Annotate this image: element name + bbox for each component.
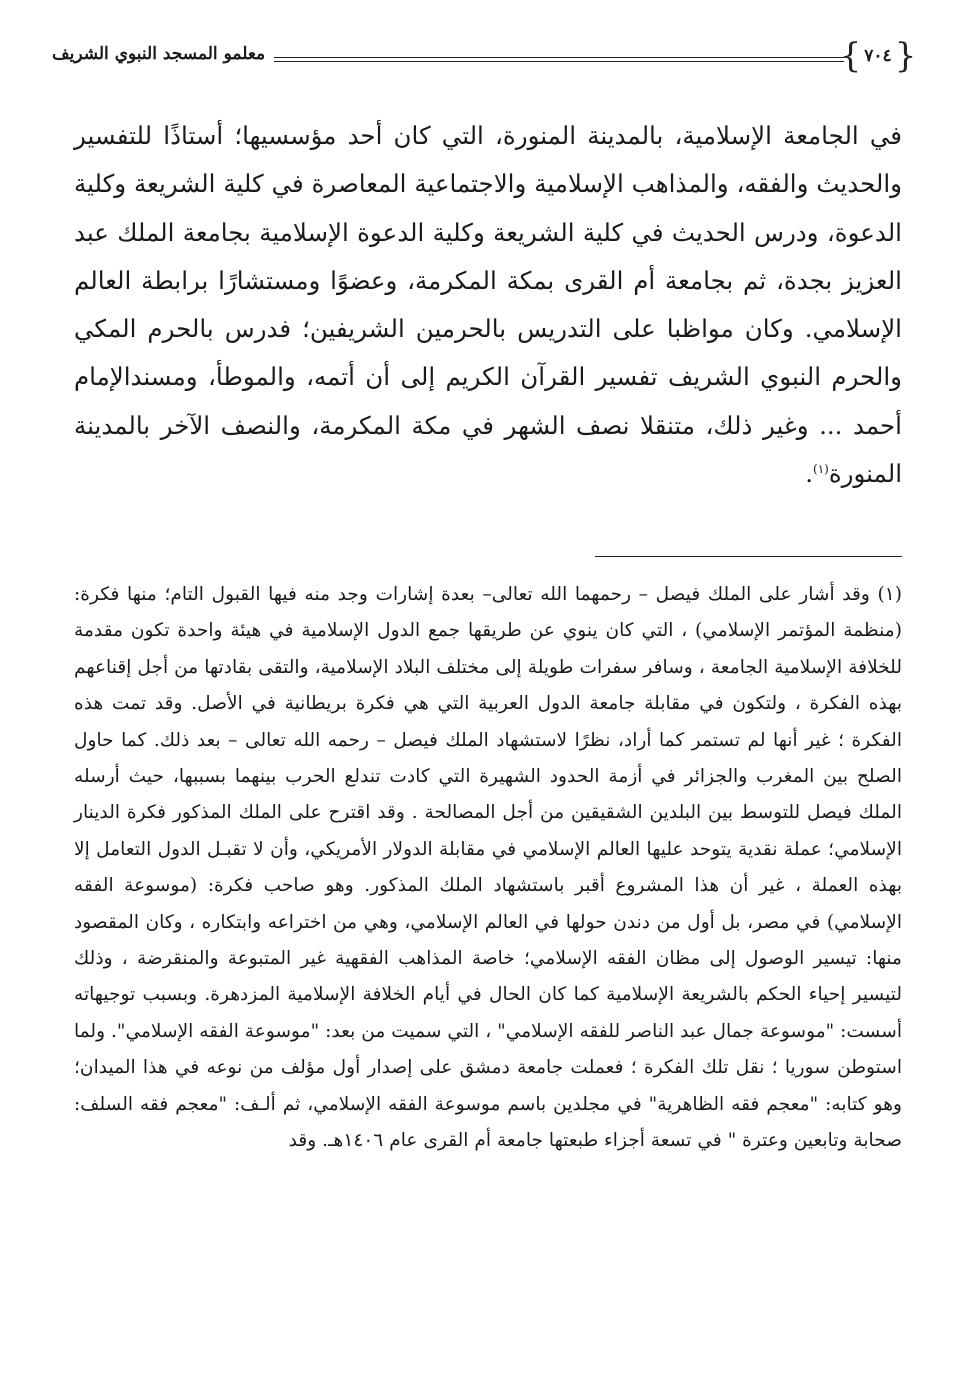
running-title: معلمو المسجد النبوي الشريف [52,44,266,64]
main-paragraph [74,112,902,498]
page-number-box [839,36,917,76]
header-rule [274,57,844,62]
page-header [52,34,917,84]
footnote-reference[interactable]: (١) [813,461,829,476]
right-bracket-ornament: } [894,36,917,76]
main-paragraph-text: في الجامعة الإسلامية، بالمدينة المنورة، التي كان أحد مؤسسيها؛ أستاذًا للتفسير والحديث والفقه، والمذاهب الإسلامية والاجتماعية المعاصرة في كلية الشريعة وكلية الدعوة، ودرس الحديث في كلية الشريعة وكلية الدعوة الإسلامية بجامعة الملك عبد العزيز بجدة، ثم بجامعة أم القرى بمكة المكرمة، وعضوًا ومستشارًا برابطة العالم الإسلامي. وكان مواظبا على التدريس بالحرمين الشريفين؛ فدرس بالحرم المكي والحرم النبوي الشريف تفسير القرآن الكريم إلى أن أتمه، والموطأ، ومسندالإمام أحمد ... وغير ذلك، متنقلا نصف الشهر في مكة المكرمة، والنصف الآخر بالمدينة المنورة [74,121,902,489]
footnote-separator [595,556,902,557]
footnote: (١) وقد أشار على الملك فيصل – رحمهما الله تعالى– بعدة إشارات وجد منه فيها القبول التام؛ منها فكرة: (منظمة المؤتمر الإسلامي) ، التي كان ينوي عن طريقها جمع الدول الإسلامية في هيئة واحدة تكون مقدمة للخلافة الإسلامية الجامعة ، وسافر سفرات طويلة إلى مختلف البلاد الإسلامية، والتقى بقادتها من أجل إقناعهم بهذه الفكرة ، ولتكون في مقابلة جامعة الدول العربية التي هي فكرة بريطانية في الأصل. وقد تمت هذه الفكرة ؛ غير أنها لم تستمر كما أراد، نظرًا لاستشهاد الملك فيصل – رحمه الله تعالى – بعد ذلك. كما حاول الصلح بين المغرب والجزائر في أزمة الحدود الشهيرة التي كادت تندلع الحرب بينهما بسببها، حيث أرسله الملك فيصل للتوسط بين البلدين الشقيقين من أجل المصالحة . وقد اقترح على الملك المذكور فكرة الدينار الإسلامي؛ عملة نقدية يتوحد عليها العالم الإسلامي في مقابلة الدولار الأمريكي، وأن لا تقبـل الدول التعامل إلا بهذه العملة ، غير أن هذا المشروع أقبر باستشهاد الملك المذكور. وهو صاحب فكرة: (موسوعة الفقه الإسلامي) في مصر، بل أول من دندن حولها في العالم الإسلامي، وهي من اختراعه وابتكاره ، وكان المقصود منها: تيسير الوصول إلى مظان الفقه الإسلامي؛ خاصة المذاهب الفقهية غير المتبوعة والمنقرضة ، وذلك لتيسير إحياء الحكم بالشريعة الإسلامية كما كان الحال في أيام الخلافة الإسلامية المزدهرة. وبسبب توجيهاته أسست: "موسوعة جمال عبد الناصر للفقه الإسلامي" ، التي سميت من بعد: "موسوعة الفقه الإسلامي". ولما استوطن سوريا ؛ نقل تلك الفكرة ؛ فعملت جامعة دمشق على إصدار أول مؤلف من نوعه في هذا الميدان؛ وهو كتابه: "معجم فقه الظاهرية" في مجلدين باسم موسوعة الفقه الإسلامي، ثم ألـف: "معجم فقه السلف: صحابة وتابعين وعترة " في تسعة أجزاء طبعتها جامعة أم القرى عام ١٤٠٦هـ. وقد [74,584,902,1152]
page-number: ٧٠٤ [864,46,892,66]
left-bracket-ornament: { [839,36,862,76]
paragraph-end: . [805,459,814,489]
